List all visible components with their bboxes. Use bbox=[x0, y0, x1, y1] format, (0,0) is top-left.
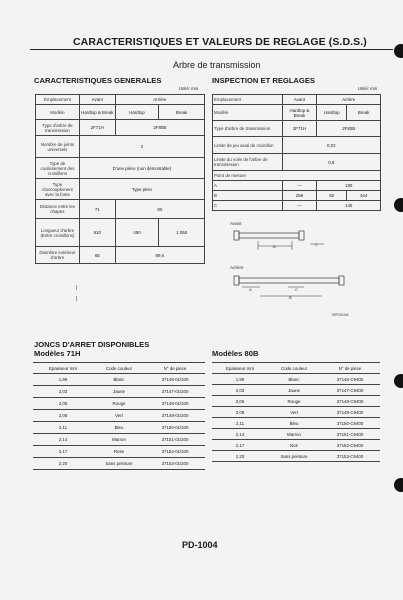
table-row bbox=[212, 451, 380, 462]
cell: 2 bbox=[79, 136, 204, 158]
cell: Sans peinture bbox=[268, 451, 320, 462]
cell: 0,6 bbox=[282, 154, 380, 171]
joncs-80b-table bbox=[212, 362, 380, 462]
cell: 37153-01G00 bbox=[145, 458, 205, 470]
cell: 2,08 bbox=[212, 407, 268, 418]
row-label: A bbox=[213, 181, 283, 191]
cell: 140 bbox=[317, 201, 381, 211]
rear-shaft-tube bbox=[239, 278, 339, 283]
cell: 2,14 bbox=[33, 434, 93, 446]
table-row bbox=[212, 385, 380, 396]
cell: 2,05 bbox=[33, 398, 93, 410]
row-label: Limite du voile de l'arbre de transmission bbox=[213, 154, 283, 171]
page-number: PD-1004 bbox=[182, 540, 218, 550]
cell: 37151-C9400 bbox=[320, 429, 380, 440]
front-yoke bbox=[234, 231, 239, 240]
m80b-heading: Modèles 80B bbox=[212, 349, 259, 358]
front-yoke bbox=[299, 231, 304, 240]
diagram-label-avant: Avant bbox=[230, 221, 242, 226]
cell: 2,11 bbox=[33, 422, 93, 434]
row-label: Type d'arbre de transmission bbox=[213, 121, 283, 137]
cell: Vert bbox=[93, 410, 145, 422]
table-row bbox=[212, 418, 380, 429]
rear-yoke bbox=[339, 276, 344, 285]
col-header: Epaisseur mm bbox=[212, 363, 268, 374]
table-row bbox=[212, 396, 380, 407]
diagram-label-arriere: Arrière bbox=[230, 265, 244, 270]
row-label: Modèle bbox=[36, 105, 80, 120]
cell: 1.055 bbox=[159, 219, 205, 247]
cell: 37149-C9400 bbox=[320, 407, 380, 418]
cell: 0,02 bbox=[282, 137, 380, 154]
table-row bbox=[212, 374, 380, 385]
cell: 2,17 bbox=[212, 440, 268, 451]
dim-c-label: C bbox=[295, 287, 298, 292]
table-row bbox=[212, 429, 380, 440]
binder-hole-mark bbox=[394, 478, 403, 492]
table-row bbox=[33, 386, 205, 398]
cell: 2,02 bbox=[33, 386, 93, 398]
page-title: CARACTERISTIQUES ET VALEURS DE REGLAGE (S.D.S.) bbox=[73, 36, 367, 48]
cell: 82 bbox=[317, 191, 347, 201]
cell: Rose bbox=[93, 446, 145, 458]
binder-hole-mark bbox=[394, 374, 403, 388]
cell: 2,08 bbox=[33, 410, 93, 422]
cell: 2,14 bbox=[212, 429, 268, 440]
cell: 2F80B bbox=[115, 120, 204, 136]
col-header: N° de pièce bbox=[320, 363, 380, 374]
col-avant: Avant bbox=[282, 95, 317, 105]
cell: 2,20 bbox=[33, 458, 93, 470]
cell: Marron bbox=[93, 434, 145, 446]
cell: 1,99 bbox=[33, 374, 93, 386]
section-title: Arbre de transmission bbox=[173, 60, 261, 70]
col-arriere: Arrière bbox=[317, 95, 381, 105]
cell: Hardtop & Break bbox=[79, 105, 115, 120]
row-label: Nombre de joints universels bbox=[36, 136, 80, 158]
cell: 258 bbox=[282, 191, 317, 201]
cell: Hardtop bbox=[115, 105, 159, 120]
cell: 2,17 bbox=[33, 446, 93, 458]
dim-b-label: B bbox=[289, 295, 292, 300]
cell: 37152-01G00 bbox=[145, 446, 205, 458]
cell: 2,05 bbox=[212, 396, 268, 407]
inspection-table bbox=[212, 94, 381, 211]
general-unit: Unité: mm bbox=[179, 86, 199, 91]
row-label: Longueur d'arbre (Entre croisillons) bbox=[36, 219, 80, 247]
row-label: Type d'accouplement avec la fonte bbox=[36, 179, 80, 200]
cell: 80 bbox=[115, 200, 204, 219]
cell: Break bbox=[159, 105, 205, 120]
joncs-heading: JONCS D'ARRET DISPONIBLES bbox=[34, 340, 150, 349]
cell: 490 bbox=[115, 219, 159, 247]
col-header: Code couleur bbox=[93, 363, 145, 374]
row-label: Point de mesure bbox=[213, 171, 381, 181]
cell: Noir bbox=[268, 440, 320, 451]
front-shaft-tube bbox=[239, 233, 299, 238]
cell: Rouge bbox=[93, 398, 145, 410]
shaft-measurement-diagram bbox=[222, 220, 362, 322]
cell: 37147-C9400 bbox=[320, 385, 380, 396]
cell: Bleu bbox=[268, 418, 320, 429]
row-label: Type d'arbre de transmission bbox=[36, 120, 80, 136]
row-label: Modèle bbox=[213, 105, 283, 121]
cell: 37146-01G00 bbox=[145, 374, 205, 386]
cell: 1,99 bbox=[212, 374, 268, 385]
cell: — bbox=[282, 181, 317, 191]
table-row bbox=[33, 410, 205, 422]
cell: Blanc bbox=[93, 374, 145, 386]
margin-mark bbox=[76, 296, 77, 301]
cell: 65 bbox=[79, 247, 115, 264]
cell: Blanc bbox=[268, 374, 320, 385]
row-label: B bbox=[213, 191, 283, 201]
cell: Marron bbox=[268, 429, 320, 440]
header-rule bbox=[30, 49, 393, 50]
cell: 37149-01G00 bbox=[145, 410, 205, 422]
cell: Bleu bbox=[93, 422, 145, 434]
cell: 37152-C9400 bbox=[320, 440, 380, 451]
diagram-code: SPD010A bbox=[332, 313, 349, 317]
cell: 2F71H bbox=[79, 120, 115, 136]
cell: — bbox=[282, 201, 317, 211]
cell: 37146-C9400 bbox=[320, 374, 380, 385]
dim-a-label: A bbox=[249, 287, 252, 292]
cell: 37150-01G00 bbox=[145, 422, 205, 434]
dim-c-label: C bbox=[315, 242, 318, 247]
table-row bbox=[33, 374, 205, 386]
col-header: N° de pièce bbox=[145, 363, 205, 374]
cell: 37151-01G00 bbox=[145, 434, 205, 446]
col-emplacement: Emplacement bbox=[36, 95, 80, 105]
joncs-71h-table bbox=[33, 362, 205, 470]
cell: Rouge bbox=[268, 396, 320, 407]
cell: Jaune bbox=[93, 386, 145, 398]
cell: Sans peinture bbox=[93, 458, 145, 470]
cell: 37147-01G00 bbox=[145, 386, 205, 398]
cell: 37150-C9400 bbox=[320, 418, 380, 429]
inspection-heading: INSPECTION ET REGLAGES bbox=[212, 76, 315, 85]
row-label: Diamètre extérieur d'arbre bbox=[36, 247, 80, 264]
cell: Vert bbox=[268, 407, 320, 418]
cell: Hardtop & Break bbox=[282, 105, 317, 121]
col-header: Epaisseur mm bbox=[33, 363, 93, 374]
joncs-subheading: Modèles 71H bbox=[34, 349, 81, 358]
row-label: Type de coulissement des croisillons bbox=[36, 158, 80, 179]
row-label: Limite de jeu axial de croisillon bbox=[213, 137, 283, 154]
general-heading: CARACTERISTIQUES GENERALES bbox=[34, 76, 162, 85]
cell: Type plein bbox=[79, 179, 204, 200]
cell: 71 bbox=[79, 200, 115, 219]
col-arriere: Arrière bbox=[115, 95, 204, 105]
binder-hole-mark bbox=[394, 44, 403, 58]
dim-b-label: B bbox=[273, 244, 276, 249]
binder-hole-mark bbox=[394, 198, 403, 212]
cell: 2F71H bbox=[282, 121, 317, 137]
cell: Break bbox=[347, 105, 381, 121]
cell: 89,6 bbox=[115, 247, 204, 264]
cell: Hardtop bbox=[317, 105, 347, 121]
inspection-unit: Unité: mm bbox=[358, 86, 378, 91]
cell: Jaune bbox=[268, 385, 320, 396]
cell: 610 bbox=[79, 219, 115, 247]
rear-yoke bbox=[234, 276, 239, 285]
table-row bbox=[212, 440, 380, 451]
col-avant: Avant bbox=[79, 95, 115, 105]
col-header: Code couleur bbox=[268, 363, 320, 374]
cell: 2,11 bbox=[212, 418, 268, 429]
table-row bbox=[33, 434, 205, 446]
table-row bbox=[33, 422, 205, 434]
margin-mark bbox=[76, 285, 77, 290]
cell: 37148-01G00 bbox=[145, 398, 205, 410]
cell: 2,02 bbox=[212, 385, 268, 396]
row-label: C bbox=[213, 201, 283, 211]
cell: 2F80B bbox=[317, 121, 381, 137]
general-table bbox=[35, 94, 205, 264]
cell: D'une pièce (non démontable) bbox=[79, 158, 204, 179]
cell: 37148-C9400 bbox=[320, 396, 380, 407]
row-label: Distance entre les chapes bbox=[36, 200, 80, 219]
cell: 180 bbox=[317, 181, 381, 191]
table-row bbox=[33, 446, 205, 458]
cell: 344 bbox=[347, 191, 381, 201]
table-row bbox=[212, 407, 380, 418]
cell: 2,20 bbox=[212, 451, 268, 462]
col-emplacement: Emplacement bbox=[213, 95, 283, 105]
table-row bbox=[33, 398, 205, 410]
cell: 37153-C9400 bbox=[320, 451, 380, 462]
table-row bbox=[33, 458, 205, 470]
